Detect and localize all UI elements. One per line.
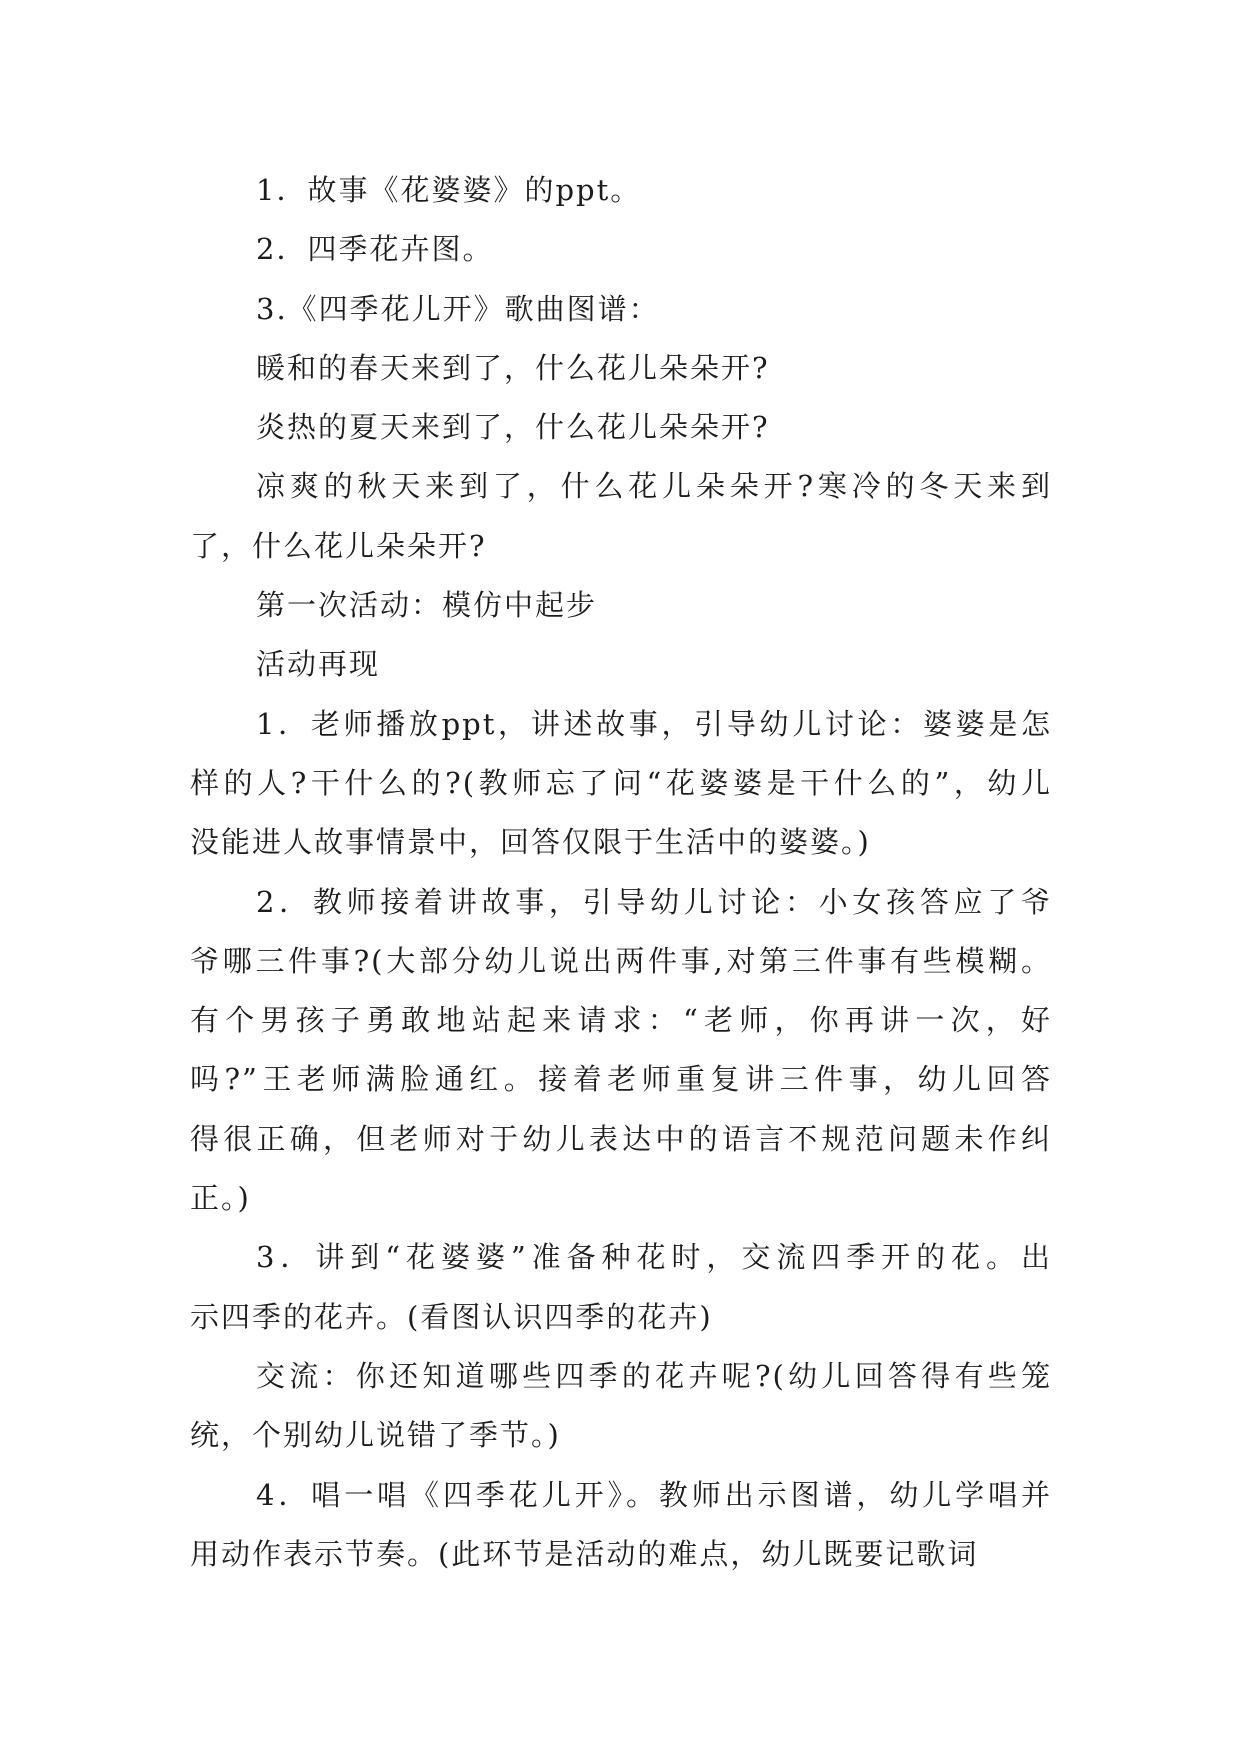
paragraph-line: 暖和的春天来到了，什么花儿朵朵开?	[256, 350, 770, 385]
paragraph-line: 3.《四季花儿开》歌曲图谱：	[256, 291, 660, 326]
paragraph-line: 3．讲到“花婆婆”准备种花时，交流四季开的花。出	[256, 1240, 1052, 1275]
paragraph-line: 第一次活动：模仿中起步	[256, 588, 598, 623]
paragraph-line: 样的人?干什么的?(教师忘了问“花婆婆是干什么的”，幼儿	[190, 765, 1052, 800]
paragraph	[190, 576, 1052, 635]
paragraph	[190, 220, 1052, 279]
paragraph-line: 活动再现	[256, 647, 381, 682]
paragraph	[190, 161, 1052, 220]
body-text	[190, 161, 1052, 1584]
paragraph-line: 了，什么花儿朵朵开?	[190, 528, 487, 563]
paragraph	[190, 339, 1052, 398]
paragraph	[190, 873, 1052, 1229]
paragraph-line: 有个男孩子勇敢地站起来请求：“老师，你再讲一次，好	[190, 1003, 1052, 1038]
paragraph	[190, 1466, 1052, 1585]
paragraph-line: 交流：你还知道哪些四季的花卉呢?(幼儿回答得有些笼	[256, 1358, 1052, 1393]
paragraph-line: 4．唱一唱《四季花儿开》。教师出示图谱，幼儿学唱并	[256, 1477, 1052, 1512]
paragraph	[190, 280, 1052, 339]
paragraph	[190, 1228, 1052, 1347]
paragraph-line: 1．故事《花婆婆》的ppt。	[256, 173, 642, 207]
paragraph-line: 2．教师接着讲故事，引导幼儿讨论：小女孩答应了爷	[256, 884, 1052, 919]
paragraph	[190, 695, 1052, 873]
paragraph	[190, 457, 1052, 576]
paragraph-line: 爷哪三件事?(大部分幼儿说出两件事,对第三件事有些模糊。	[190, 943, 1052, 978]
paragraph-line: 统，个别幼儿说错了季节。)	[190, 1418, 561, 1453]
paragraph-line: 用动作表示节奏。(此环节是活动的难点，幼儿既要记歌词	[190, 1536, 979, 1571]
paragraph-line: 得很正确，但老师对于幼儿表达中的语言不规范问题未作纠	[190, 1121, 1052, 1156]
paragraph-line: 正。)	[190, 1181, 251, 1216]
paragraph	[190, 398, 1052, 457]
paragraph-line: 炎热的夏天来到了，什么花儿朵朵开?	[256, 410, 770, 445]
paragraph	[190, 635, 1052, 694]
paragraph-line: 示四季的花卉。(看图认识四季的花卉)	[190, 1299, 713, 1334]
paragraph-line: 吗?”王老师满脸通红。接着老师重复讲三件事，幼儿回答	[190, 1062, 1052, 1097]
paragraph-line: 没能进人故事情景中，回答仅限于生活中的婆婆。)	[190, 825, 871, 860]
paragraph-line: 2．四季花卉图。	[256, 232, 494, 267]
paragraph-line: 1．老师播放ppt，讲述故事，引导幼儿讨论：婆婆是怎	[256, 706, 1052, 741]
paragraph-line: 凉爽的秋天来到了，什么花儿朵朵开?寒冷的冬天来到	[256, 469, 1052, 504]
paragraph	[190, 1347, 1052, 1466]
